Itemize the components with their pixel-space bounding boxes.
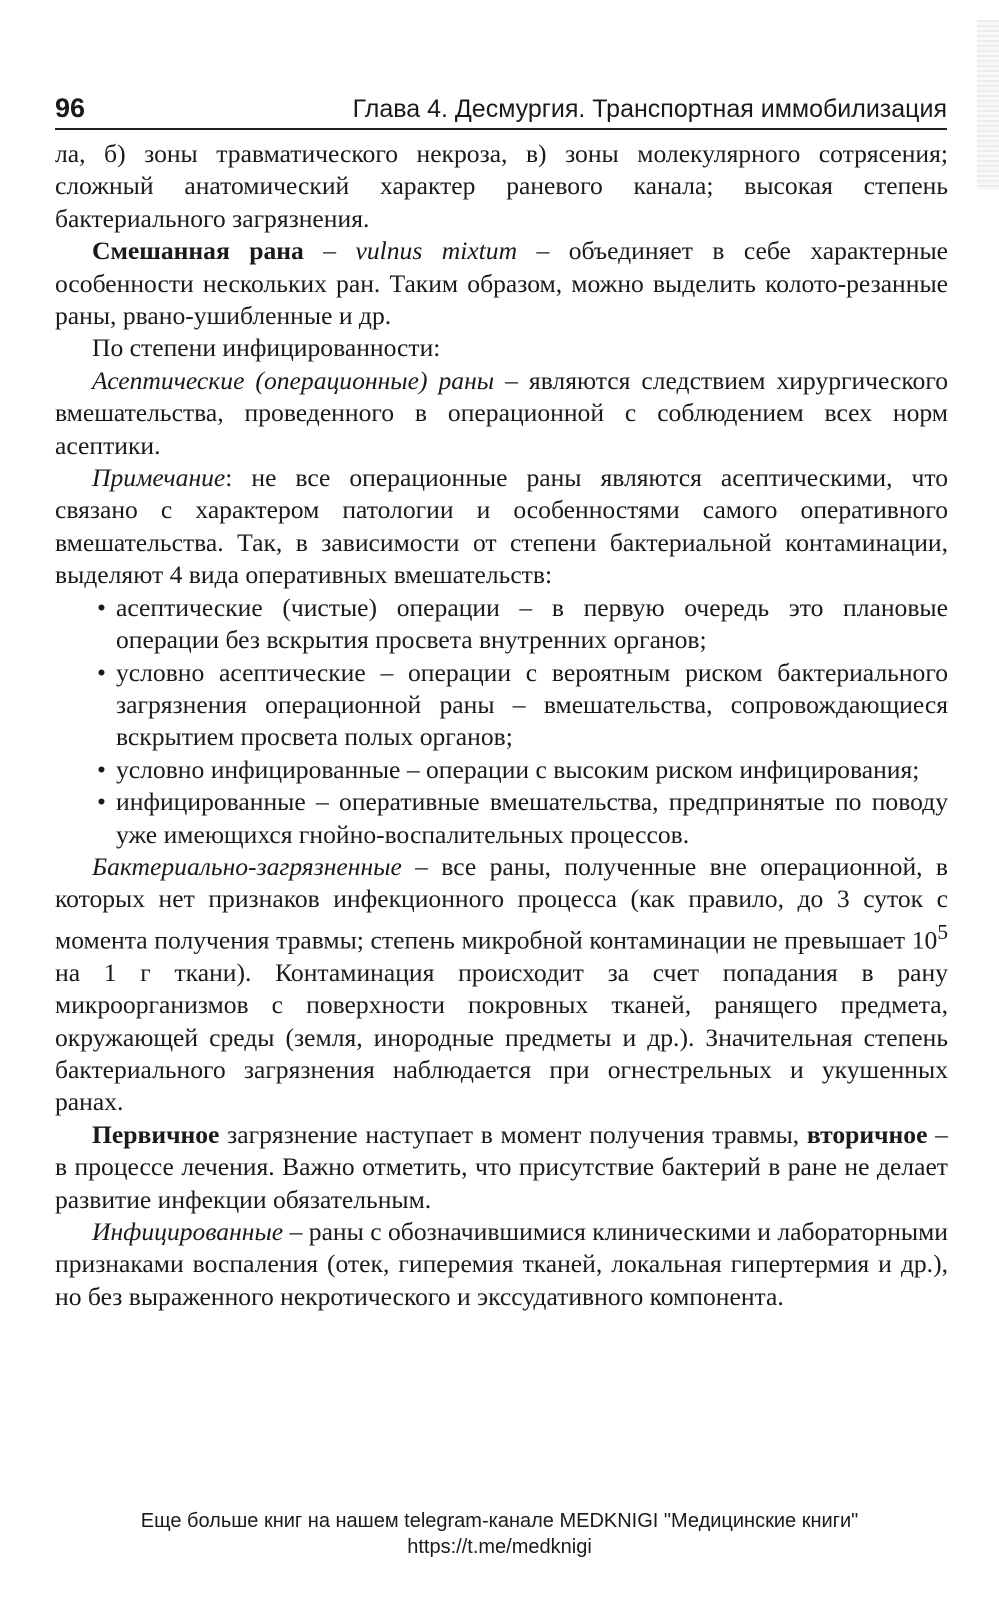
paragraph-note (55, 462, 948, 592)
bullet-icon: • (97, 754, 106, 784)
page-header (55, 88, 947, 130)
latin-term: vulnus mixtum (355, 236, 518, 266)
footer-promo-text: Еще больше книг на нашем telegram-канале MEDKNIGI "Медицинские книги" (140, 1510, 859, 1532)
footer-link[interactable]: https://t.me/medknigi (407, 1536, 592, 1558)
list-item-text: асептические (чистые) операции – в первую очередь это плановые операции без вскрытия просвета внутренних органов; (116, 592, 948, 655)
list-item-text: условно асептические – операции с вероятным риском бактериального загрязнения операционной раны – вмешательства, сопровождающиеся вскрытием просвета полых органов; (116, 657, 948, 752)
list-item-text: условно инфицированные – операции с высоким риском инфицирования; (116, 754, 920, 784)
paragraph-aseptic-wounds (55, 365, 948, 462)
list-item-text: инфицированные – оперативные вмешательства, предпринятые по поводу уже имеющихся гнойно-воспалительных процессов. (116, 787, 948, 849)
list-item (55, 592, 948, 657)
paragraph-text: – раны с обозначившимися клиническими и лабораторными признаками воспаления (отек, гиперемия тканей, локальная гипертермия и др.), но без выраженного некротического и экссудативного компонента. (55, 1216, 948, 1311)
paragraph-text: – являются следствием хирургического вмешательства, проведенного в операционной с соблюдением всех норм асептики. (55, 365, 949, 460)
bullet-icon: • (97, 657, 106, 687)
paragraph-text: ла, б) зоны травматического некроза, в) зоны молекулярного сотрясения; сложный анатомический характер раневого канала; высокая степень бактериального загрязнения. (55, 139, 948, 233)
paragraph-text: на 1 г ткани). Контаминация происходит за счет попадания в рану микроорганизмов с поверхности покровных тканей, ранящего предмета, окружающей среды (земля, инородные предметы и др.). Значительная степень бактериального загрязнения наблюдается при огнестрельных и укушенных ранах. (55, 957, 948, 1117)
paragraph-continuation (55, 138, 948, 235)
paragraph-primary-secondary (55, 1119, 948, 1216)
term-note: Примечание (92, 463, 226, 493)
term-mixed-wound: Смешанная рана (92, 236, 304, 266)
page-body (55, 138, 948, 1313)
paragraph-text: – все раны, полученные вне операционной, в которых нет признаков инфекционного процесса (как правило, до 3 суток с момента получения травмы; степень микробной контаминации не превышает 10 (55, 851, 948, 955)
paragraph-infection-degree (55, 332, 948, 364)
list-item (55, 786, 948, 851)
term-contaminated-wounds: Бактериально-загрязненные (92, 851, 402, 881)
dash: – (303, 236, 356, 266)
list-item (55, 657, 948, 754)
page-number: 96 (55, 93, 86, 123)
paragraph-text: загрязнение наступает в момент получения травмы, (219, 1119, 807, 1149)
paragraph-contaminated-wounds (55, 851, 948, 1119)
term-primary: Первичное (92, 1119, 220, 1149)
list-item (55, 754, 948, 786)
paragraph-text: : не все операционные раны являются асептическими, что связано с характером патологии и особенностями самого оперативного вмешательства. Так, в зависимости от степени бактериальной контаминации, выделяют 4 вида оперативных вмешательств: (55, 463, 948, 590)
exponent: 5 (937, 919, 948, 944)
operation-types-list (55, 592, 948, 851)
paragraph-mixed-wound (55, 235, 948, 332)
term-secondary: вторичное (806, 1119, 928, 1149)
bullet-icon: • (97, 787, 106, 817)
running-head: Глава 4. Десмургия. Транспортная иммобилизация (352, 95, 947, 123)
page-footer (0, 1508, 999, 1560)
bullet-icon: • (97, 592, 106, 622)
paragraph-text: По степени инфицированности: (92, 333, 441, 363)
term-infected-wounds: Инфицированные (92, 1216, 284, 1246)
paragraph-text: – в процессе лечения. Важно отметить, что присутствие бактерий в ране не делает развитие инфекции обязательным. (55, 1119, 948, 1214)
term-aseptic-wounds: Асептические (операционные) раны (92, 365, 495, 395)
paragraph-text: – объединяет в себе характерные особенности нескольких ран. Таким образом, можно выделить колото-резанные раны, рвано-ушибленные и др. (55, 236, 948, 331)
scan-edge-artifact (977, 20, 999, 190)
paragraph-infected-wounds (55, 1216, 948, 1313)
